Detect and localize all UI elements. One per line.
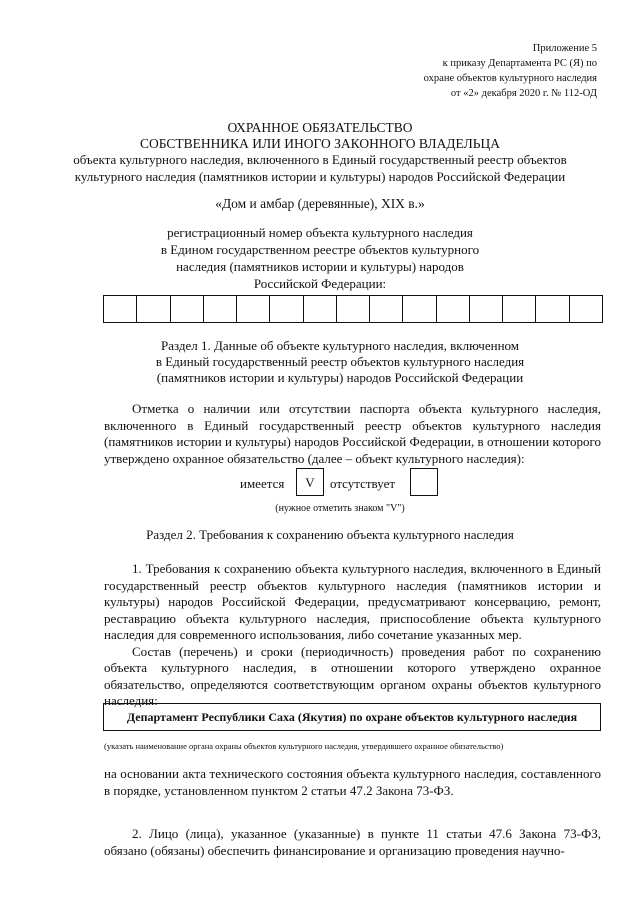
absent-checkbox[interactable] [410, 468, 438, 496]
present-checkbox[interactable]: V [296, 468, 324, 496]
mark-note: (нужное отметить знаком "V") [275, 503, 405, 514]
point-2-paragraph: 2. Лицо (лица), указанное (указанные) в пункте 11 статьи 47.6 Закона 73-ФЗ, обязано (обязаны) обеспечить финансирование и организацию проведения научно- [104, 826, 601, 858]
document-title [60, 120, 580, 152]
section-1-heading [130, 338, 550, 386]
absent-label: отсутствует [330, 476, 396, 491]
requirements-paragraph-2: Состав (перечень) и сроки (периодичность) проведения работ по сохранению объекта культурного наследия, в отношении которого утверждено охранное обязательство, определяются соответствующим органом охраны объектов культурного наследия: [104, 643, 601, 708]
reg-digit-box[interactable] [337, 296, 370, 322]
reg-digit-box[interactable] [137, 296, 170, 322]
reg-digit-box[interactable] [403, 296, 436, 322]
reg-digit-box[interactable] [536, 296, 569, 322]
present-label: имеется [240, 476, 285, 491]
reg-digit-box[interactable] [503, 296, 536, 322]
reg-digit-box[interactable] [171, 296, 204, 322]
reg-digit-box[interactable] [104, 296, 137, 322]
reg-digit-box[interactable] [270, 296, 303, 322]
appendix-line-3: охране объектов культурного наследия [423, 73, 597, 84]
registration-line-3: наследия (памятников истории и культуры) народов [176, 259, 464, 274]
registration-number-boxes[interactable] [103, 295, 603, 323]
requirements-paragraph-1: 1. Требования к сохранению объекта культурного наследия, включенного в Единый государственный реестр объектов культурного наследия (памятников истории и культуры) народов Российской Федерации, предусматривают консервацию, ремонт, реставрацию объекта культурного наследия, приспособление объекта культурного наследия для современного использования, либо сочетание указанных мер. [104, 561, 601, 642]
registration-line-2: в Едином государственном реестре объектов культурного [160, 242, 480, 257]
subtitle-line-2: культурного наследия (памятников истории и культуры) народов Российской Федерации [74, 169, 566, 184]
reg-digit-box[interactable] [304, 296, 337, 322]
subtitle-line-1: объекта культурного наследия, включенного в Единый государственный реестр объектов [73, 152, 567, 167]
appendix-line-1: Приложение 5 [532, 43, 597, 54]
appendix-line-4: от «2» декабря 2020 г. № 112-ОД [450, 88, 597, 99]
appendix-header [337, 41, 597, 101]
document-subtitle [40, 151, 600, 185]
department-field[interactable]: Департамент Республики Саха (Якутия) по охране объектов культурного наследия [103, 703, 601, 731]
registration-caption [150, 224, 490, 292]
department-note: (указать наименование органа охраны объектов культурного наследия, утвердившего охранное обязательство) [104, 741, 504, 751]
passport-paragraph: Отметка о наличии или отсутствии паспорта объекта культурного наследия, включенного в Единый государственный реестр объектов культурного наследия (памятников истории и культуры) народов Российской Федерации, в отношении которого утверждено охранное обязательство (далее – объект культурного наследия): [104, 401, 601, 466]
registration-line-1: регистрационный номер объекта культурного наследия [167, 225, 473, 240]
section-1-line-3: (памятников истории и культуры) народов Российской Федерации [156, 370, 524, 385]
reg-digit-box[interactable] [237, 296, 270, 322]
reg-digit-box[interactable] [437, 296, 470, 322]
passport-mark-row [240, 468, 440, 498]
reg-digit-box[interactable] [204, 296, 237, 322]
reg-digit-box[interactable] [470, 296, 503, 322]
requirements-paragraphs [104, 561, 601, 710]
section-2-heading: Раздел 2. Требования к сохранению объекта культурного наследия [146, 527, 514, 542]
registration-line-4: Российской Федерации: [253, 276, 387, 291]
title-line-1: ОХРАННОЕ ОБЯЗАТЕЛЬСТВО [227, 120, 413, 135]
title-line-2: СОБСТВЕННИКА ИЛИ ИНОГО ЗАКОННОГО ВЛАДЕЛЬЦА [139, 136, 500, 151]
section-1-line-1: Раздел 1. Данные об объекте культурного наследия, включенном [160, 338, 520, 353]
section-1-line-2: в Единый государственный реестр объектов культурного наследия [155, 354, 525, 369]
basis-paragraph: на основании акта технического состояния объекта культурного наследия, составленного в порядке, установленном пунктом 2 статьи 47.2 Закона 73-ФЗ. [104, 766, 601, 798]
reg-digit-box[interactable] [570, 296, 602, 322]
reg-digit-box[interactable] [370, 296, 403, 322]
object-name: «Дом и амбар (деревянные), XIX в.» [215, 196, 425, 211]
appendix-line-2: к приказу Департамента РС (Я) по [442, 58, 597, 69]
